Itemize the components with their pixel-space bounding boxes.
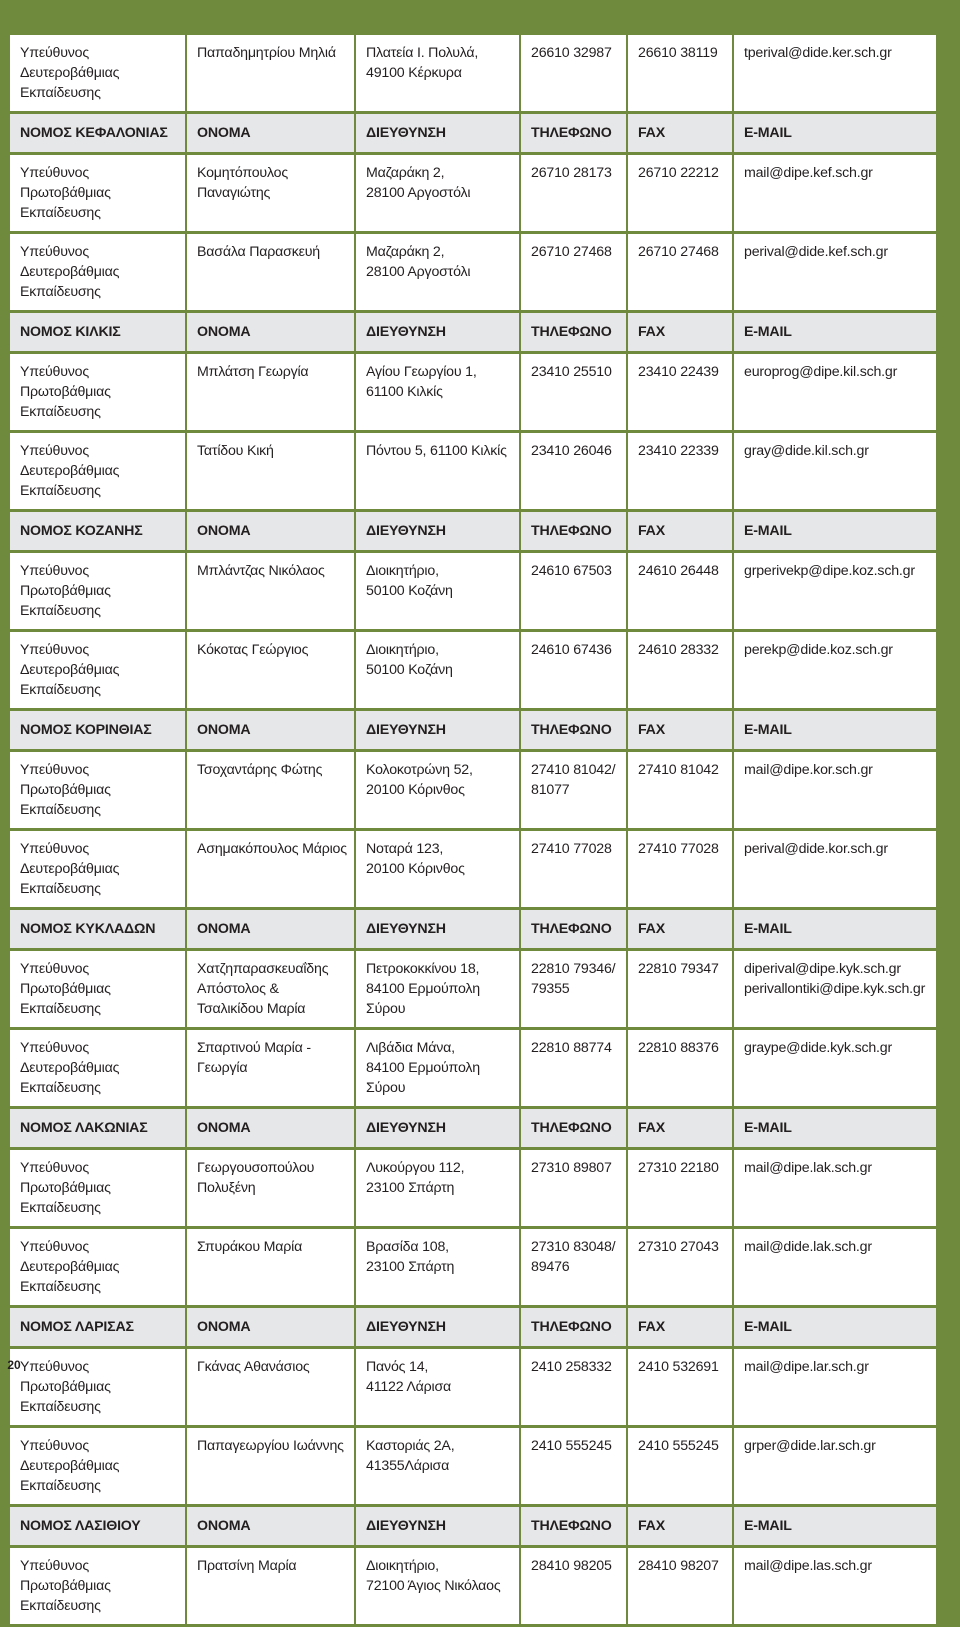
phone-cell: 26710 28173 — [521, 155, 626, 231]
name-cell: Σπυράκου Μαρία — [187, 1229, 354, 1305]
column-header-email: E-MAIL — [734, 1308, 936, 1346]
column-header-fax: FAX — [628, 313, 732, 351]
phone-cell: 23410 25510 — [521, 354, 626, 430]
column-header-fax: FAX — [628, 1308, 732, 1346]
column-header-email: E-MAIL — [734, 313, 936, 351]
address-cell: Μαζαράκη 2, 28100 Αργοστόλι — [356, 234, 519, 310]
phone-cell: 27410 77028 — [521, 831, 626, 907]
phone-cell: 22810 88774 — [521, 1030, 626, 1106]
column-header-name: ΟΝΟΜΑ — [187, 512, 354, 550]
table-row — [10, 354, 936, 430]
role-cell: Υπεύθυνος Πρωτοβάθμιας Εκπαίδευσης — [10, 752, 185, 828]
email-cell: diperival@dipe.kyk.sch.gr perivallontiki@dipe.kyk.sch.gr — [734, 951, 936, 1027]
address-cell: Πανός 14, 41122 Λάρισα — [356, 1349, 519, 1425]
fax-cell: 22810 88376 — [628, 1030, 732, 1106]
email-cell: mail@dipe.lak.sch.gr — [734, 1150, 936, 1226]
role-cell: Υπεύθυνος Πρωτοβάθμιας Εκπαίδευσης — [10, 1150, 185, 1226]
column-header-fax: FAX — [628, 910, 732, 948]
page-number: 20 — [7, 1358, 21, 1372]
column-header-address: ΔΙΕΥΘΥΝΣΗ — [356, 1308, 519, 1346]
role-cell: Υπεύθυνος Πρωτοβάθμιας Εκπαίδευσης — [10, 553, 185, 629]
column-header-email: E-MAIL — [734, 1507, 936, 1545]
column-header-address: ΔΙΕΥΘΥΝΣΗ — [356, 313, 519, 351]
phone-cell: 22810 79346/ 79355 — [521, 951, 626, 1027]
column-header-address: ΔΙΕΥΘΥΝΣΗ — [356, 711, 519, 749]
table-row — [10, 951, 936, 1027]
table-row — [10, 234, 936, 310]
email-cell: mail@dipe.las.sch.gr — [734, 1548, 936, 1624]
fax-cell: 27310 27043 — [628, 1229, 732, 1305]
address-cell: Νοταρά 123, 20100 Κόρινθος — [356, 831, 519, 907]
column-header-name: ΟΝΟΜΑ — [187, 711, 354, 749]
region-header-row — [10, 1507, 936, 1545]
name-cell: Γεωργουσοπούλου Πολυξένη — [187, 1150, 354, 1226]
fax-cell: 24610 28332 — [628, 632, 732, 708]
email-cell: grper@dide.lar.sch.gr — [734, 1428, 936, 1504]
table-row — [10, 1428, 936, 1504]
role-cell: Υπεύθυνος Δευτεροβάθμιας Εκπαίδευσης — [10, 35, 185, 111]
region-name: ΝΟΜΟΣ ΚΕΦΑΛΟΝΙΑΣ — [10, 114, 185, 152]
fax-cell: 2410 532691 — [628, 1349, 732, 1425]
name-cell: Βασάλα Παρασκευή — [187, 234, 354, 310]
column-header-email: E-MAIL — [734, 512, 936, 550]
address-cell: Διοικητήριο, 50100 Κοζάνη — [356, 553, 519, 629]
email-cell: mail@dide.lak.sch.gr — [734, 1229, 936, 1305]
table-row — [10, 1349, 936, 1425]
role-cell: Υπεύθυνος Πρωτοβάθμιας Εκπαίδευσης — [10, 951, 185, 1027]
column-header-name: ΟΝΟΜΑ — [187, 313, 354, 351]
name-cell: Τατίδου Κική — [187, 433, 354, 509]
region-header-row — [10, 910, 936, 948]
column-header-address: ΔΙΕΥΘΥΝΣΗ — [356, 1507, 519, 1545]
address-cell: Διοικητήριο, 50100 Κοζάνη — [356, 632, 519, 708]
role-cell: Υπεύθυνος Δευτεροβάθμιας Εκπαίδευσης — [10, 1428, 185, 1504]
column-header-phone: ΤΗΛΕΦΩΝΟ — [521, 711, 626, 749]
region-name: ΝΟΜΟΣ ΚΙΛΚΙΣ — [10, 313, 185, 351]
column-header-address: ΔΙΕΥΘΥΝΣΗ — [356, 512, 519, 550]
email-cell: europrog@dipe.kil.sch.gr — [734, 354, 936, 430]
phone-cell: 24610 67503 — [521, 553, 626, 629]
column-header-fax: FAX — [628, 1507, 732, 1545]
phone-cell: 27310 83048/ 89476 — [521, 1229, 626, 1305]
role-cell: Υπεύθυνος Δευτεροβάθμιας Εκπαίδευσης — [10, 1030, 185, 1106]
region-name: ΝΟΜΟΣ ΛΑΚΩΝΙΑΣ — [10, 1109, 185, 1147]
role-cell: Υπεύθυνος Πρωτοβάθμιας Εκπαίδευσης — [10, 1349, 185, 1425]
column-header-name: ΟΝΟΜΑ — [187, 1308, 354, 1346]
address-cell: Καστοριάς 2Α, 41355Λάρισα — [356, 1428, 519, 1504]
role-cell: Υπεύθυνος Δευτεροβάθμιας Εκπαίδευσης — [10, 234, 185, 310]
column-header-fax: FAX — [628, 512, 732, 550]
name-cell: Γκάνας Αθανάσιος — [187, 1349, 354, 1425]
column-header-phone: ΤΗΛΕΦΩΝΟ — [521, 313, 626, 351]
phone-cell: 26610 32987 — [521, 35, 626, 111]
column-header-phone: ΤΗΛΕΦΩΝΟ — [521, 114, 626, 152]
region-header-row — [10, 512, 936, 550]
column-header-name: ΟΝΟΜΑ — [187, 1109, 354, 1147]
region-name: ΝΟΜΟΣ ΚΟΡΙΝΘΙΑΣ — [10, 711, 185, 749]
column-header-email: E-MAIL — [734, 114, 936, 152]
table-row — [10, 752, 936, 828]
role-cell: Υπεύθυνος Δευτεροβάθμιας Εκπαίδευσης — [10, 433, 185, 509]
column-header-address: ΔΙΕΥΘΥΝΣΗ — [356, 910, 519, 948]
address-cell: Λιβάδια Μάνα, 84100 Ερμούπολη Σύρου — [356, 1030, 519, 1106]
column-header-email: E-MAIL — [734, 910, 936, 948]
email-cell: perival@dide.kef.sch.gr — [734, 234, 936, 310]
column-header-phone: ΤΗΛΕΦΩΝΟ — [521, 512, 626, 550]
table-row — [10, 831, 936, 907]
column-header-phone: ΤΗΛΕΦΩΝΟ — [521, 1109, 626, 1147]
column-header-address: ΔΙΕΥΘΥΝΣΗ — [356, 114, 519, 152]
region-name: ΝΟΜΟΣ ΚΥΚΛΑΔΩΝ — [10, 910, 185, 948]
email-cell: gray@dide.kil.sch.gr — [734, 433, 936, 509]
email-cell: mail@dipe.lar.sch.gr — [734, 1349, 936, 1425]
phone-cell: 2410 258332 — [521, 1349, 626, 1425]
phone-cell: 2410 555245 — [521, 1428, 626, 1504]
region-name: ΝΟΜΟΣ ΚΟΖΑΝΗΣ — [10, 512, 185, 550]
fax-cell: 27310 22180 — [628, 1150, 732, 1226]
fax-cell: 26610 38119 — [628, 35, 732, 111]
role-cell: Υπεύθυνος Δευτεροβάθμιας Εκπαίδευσης — [10, 831, 185, 907]
role-cell: Υπεύθυνος Πρωτοβάθμιας Εκπαίδευσης — [10, 1548, 185, 1624]
column-header-fax: FAX — [628, 1109, 732, 1147]
fax-cell: 26710 22212 — [628, 155, 732, 231]
region-header-row — [10, 313, 936, 351]
email-cell: mail@dipe.kor.sch.gr — [734, 752, 936, 828]
page-label: ΣΕΛΙΔΕΣ 5/11 — [852, 1352, 923, 1364]
fax-cell: 2410 555245 — [628, 1428, 732, 1504]
address-cell: Πόντου 5, 61100 Κιλκίς — [356, 433, 519, 509]
table-row — [10, 553, 936, 629]
region-name: ΝΟΜΟΣ ΛΑΣΙΘΙΟΥ — [10, 1507, 185, 1545]
column-header-address: ΔΙΕΥΘΥΝΣΗ — [356, 1109, 519, 1147]
region-header-row — [10, 114, 936, 152]
phone-cell: 28410 98205 — [521, 1548, 626, 1624]
region-name: ΝΟΜΟΣ ΛΑΡΙΣΑΣ — [10, 1308, 185, 1346]
column-header-email: E-MAIL — [734, 1109, 936, 1147]
role-cell: Υπεύθυνος Πρωτοβάθμιας Εκπαίδευσης — [10, 354, 185, 430]
fax-cell: 24610 26448 — [628, 553, 732, 629]
email-cell: tperival@dide.ker.sch.gr — [734, 35, 936, 111]
table-row — [10, 35, 936, 111]
role-cell: Υπεύθυνος Δευτεροβάθμιας Εκπαίδευσης — [10, 1229, 185, 1305]
fax-cell: 27410 81042 — [628, 752, 732, 828]
phone-cell: 27310 89807 — [521, 1150, 626, 1226]
email-cell: mail@dipe.kef.sch.gr — [734, 155, 936, 231]
phone-cell: 27410 81042/ 81077 — [521, 752, 626, 828]
fax-cell: 22810 79347 — [628, 951, 732, 1027]
name-cell: Πρατσίνη Μαρία — [187, 1548, 354, 1624]
fax-cell: 26710 27468 — [628, 234, 732, 310]
address-cell: Διοικητήριο, 72100 Άγιος Νικόλαος — [356, 1548, 519, 1624]
email-cell: perekp@dide.koz.sch.gr — [734, 632, 936, 708]
table-row — [10, 1150, 936, 1226]
name-cell: Παπαγεωργίου Ιωάννης — [187, 1428, 354, 1504]
phone-cell: 26710 27468 — [521, 234, 626, 310]
fax-cell: 23410 22439 — [628, 354, 732, 430]
name-cell: Σπαρτινού Μαρία - Γεωργία — [187, 1030, 354, 1106]
fax-cell: 28410 98207 — [628, 1548, 732, 1624]
address-cell: Μαζαράκη 2, 28100 Αργοστόλι — [356, 155, 519, 231]
name-cell: Χατζηπαρασκευαΐδης Απόστολος & Τσαλικίδου Μαρία — [187, 951, 354, 1027]
table-row — [10, 1229, 936, 1305]
table-row — [10, 1548, 936, 1624]
address-cell: Πλατεία Ι. Πολυλά, 49100 Κέρκυρα — [356, 35, 519, 111]
region-header-row — [10, 1109, 936, 1147]
address-cell: Κολοκοτρώνη 52, 20100 Κόρινθος — [356, 752, 519, 828]
column-header-phone: ΤΗΛΕΦΩΝΟ — [521, 910, 626, 948]
column-header-phone: ΤΗΛΕΦΩΝΟ — [521, 1507, 626, 1545]
name-cell: Τσοχαντάρης Φώτης — [187, 752, 354, 828]
table-row — [10, 632, 936, 708]
email-cell: perival@dide.kor.sch.gr — [734, 831, 936, 907]
name-cell: Κόκοτας Γεώργιος — [187, 632, 354, 708]
column-header-name: ΟΝΟΜΑ — [187, 1507, 354, 1545]
address-cell: Πετροκοκκίνου 18, 84100 Ερμούπολη Σύρου — [356, 951, 519, 1027]
region-header-row — [10, 1308, 936, 1346]
column-header-name: ΟΝΟΜΑ — [187, 114, 354, 152]
phone-cell: 24610 67436 — [521, 632, 626, 708]
column-header-fax: FAX — [628, 114, 732, 152]
email-cell: graype@dide.kyk.sch.gr — [734, 1030, 936, 1106]
column-header-email: E-MAIL — [734, 711, 936, 749]
table-row — [10, 433, 936, 509]
name-cell: Παπαδημητρίου Μηλιά — [187, 35, 354, 111]
column-header-fax: FAX — [628, 711, 732, 749]
fax-cell: 23410 22339 — [628, 433, 732, 509]
name-cell: Μπλάτση Γεωργία — [187, 354, 354, 430]
address-cell: Αγίου Γεωργίου 1, 61100 Κιλκίς — [356, 354, 519, 430]
role-cell: Υπεύθυνος Πρωτοβάθμιας Εκπαίδευσης — [10, 155, 185, 231]
region-header-row — [10, 711, 936, 749]
table-row — [10, 155, 936, 231]
address-cell: Βρασίδα 108, 23100 Σπάρτη — [356, 1229, 519, 1305]
address-cell: Λυκούργου 112, 23100 Σπάρτη — [356, 1150, 519, 1226]
column-header-name: ΟΝΟΜΑ — [187, 910, 354, 948]
name-cell: Ασημακόπουλος Μάριος — [187, 831, 354, 907]
phone-cell: 23410 26046 — [521, 433, 626, 509]
table-row — [10, 1030, 936, 1106]
fax-cell: 27410 77028 — [628, 831, 732, 907]
role-cell: Υπεύθυνος Δευτεροβάθμιας Εκπαίδευσης — [10, 632, 185, 708]
email-cell: grperivekp@dipe.koz.sch.gr — [734, 553, 936, 629]
column-header-phone: ΤΗΛΕΦΩΝΟ — [521, 1308, 626, 1346]
contacts-table — [10, 35, 936, 1627]
name-cell: Κομητόπουλος Παναγιώτης — [187, 155, 354, 231]
name-cell: Μπλάντζας Νικόλαος — [187, 553, 354, 629]
